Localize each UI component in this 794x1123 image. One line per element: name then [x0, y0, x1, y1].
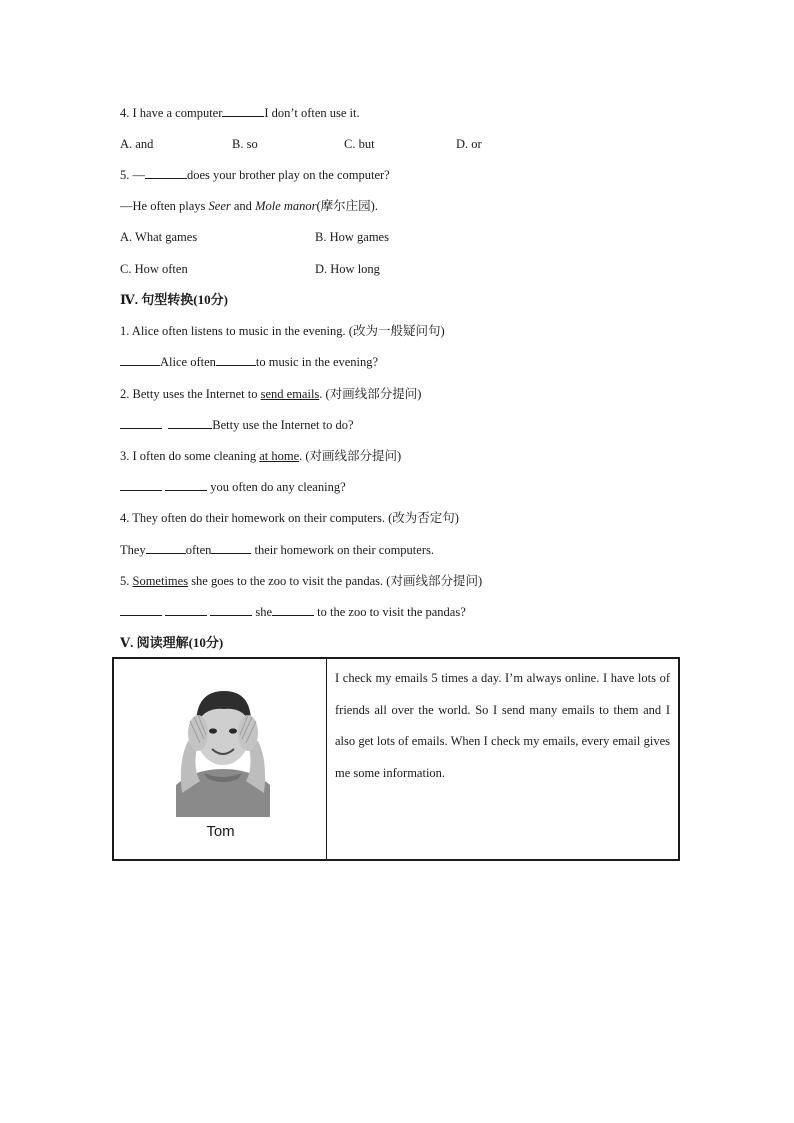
rewrite-answer-3 [120, 479, 346, 495]
option-d: D. or [456, 137, 482, 151]
game-name-seer: Seer [208, 199, 231, 213]
answer-blank[interactable] [210, 604, 252, 616]
question-5-suffix: does your brother play on the computer? [187, 168, 390, 182]
boy-photo [174, 681, 272, 817]
game-name-mole-manor: Mole manor [255, 199, 317, 213]
option-a: A. What games [120, 230, 198, 244]
option-a: A. and [120, 137, 154, 151]
answer-blank[interactable] [272, 604, 314, 616]
answer-prefix: —He often plays [120, 199, 209, 213]
answer-blank[interactable] [145, 167, 187, 179]
answer-text: she [252, 605, 273, 619]
rewrite-question-3 [120, 448, 401, 464]
answer-blank[interactable] [120, 417, 162, 429]
answer-text: their homework on their computers. [251, 543, 434, 557]
passage-cell [327, 659, 678, 859]
question-text: . (对画线部分提问) [319, 387, 422, 401]
rewrite-answer-1 [120, 354, 378, 370]
answer-blank[interactable] [165, 604, 207, 616]
rewrite-question-5 [120, 573, 482, 589]
photo-cell [114, 659, 327, 859]
answer-blank[interactable] [211, 542, 251, 554]
question-5-answer [120, 198, 378, 214]
answer-blank[interactable] [120, 604, 162, 616]
reading-passage: I check my emails 5 times a day. I’m always online. I have lots of friends all over the world. So I send many emails to them and I also get lots of emails. When I check my emails, every email gives me some information. [335, 671, 670, 780]
answer-blank[interactable] [168, 417, 212, 429]
rewrite-question-2 [120, 386, 421, 402]
answer-blank[interactable] [165, 479, 207, 491]
answer-blank[interactable] [146, 542, 186, 554]
question-4 [120, 105, 360, 121]
answer-mid: and [230, 199, 256, 213]
question-text: 5. [120, 574, 133, 588]
question-5-prefix: 5. — [120, 168, 145, 182]
question-text: 3. I often do some cleaning [120, 449, 260, 463]
question-4-suffix: I don’t often use it. [264, 106, 360, 120]
underlined-part: at home [259, 449, 300, 463]
option-c: C. How often [120, 262, 188, 276]
answer-blank[interactable] [222, 105, 264, 117]
answer-text: often [185, 543, 212, 557]
answer-blank[interactable] [120, 354, 160, 366]
photo-caption: Tom [206, 823, 235, 840]
option-b: B. so [232, 137, 258, 151]
underlined-part: Sometimes [132, 574, 189, 588]
rewrite-answer-4 [120, 542, 434, 558]
option-c: C. but [344, 137, 375, 151]
reading-table [112, 657, 680, 861]
option-d: D. How long [315, 262, 380, 276]
section-5-title: Ⅴ. 阅读理解(10分) [120, 635, 224, 650]
answer-text: you often do any cleaning? [207, 480, 346, 494]
question-text: 2. Betty uses the Internet to [120, 387, 261, 401]
rewrite-answer-2 [120, 417, 354, 433]
question-4-prefix: 4. I have a computer [120, 106, 223, 120]
underlined-part: send emails [260, 387, 320, 401]
question-5 [120, 167, 390, 183]
rewrite-answer-5 [120, 604, 466, 620]
answer-text: Alice often [160, 355, 216, 369]
rewrite-question-4: 4. They often do their homework on their computers. (改为否定句) [120, 511, 459, 525]
section-4-title: Ⅳ. 句型转换(10分) [120, 292, 228, 307]
answer-text: to the zoo to visit the pandas? [314, 605, 466, 619]
answer-suffix: (摩尔庄园). [316, 199, 378, 213]
question-text: she goes to the zoo to visit the pandas. (对画线部分提问) [188, 574, 483, 588]
answer-blank[interactable] [216, 354, 256, 366]
option-b: B. How games [315, 230, 389, 244]
answer-text: They [120, 543, 146, 557]
question-text: . (对画线部分提问) [299, 449, 402, 463]
answer-text: Betty use the Internet to do? [212, 418, 354, 432]
rewrite-question-1: 1. Alice often listens to music in the evening. (改为一般疑问句) [120, 324, 445, 338]
answer-text: to music in the evening? [255, 355, 379, 369]
answer-blank[interactable] [120, 479, 162, 491]
